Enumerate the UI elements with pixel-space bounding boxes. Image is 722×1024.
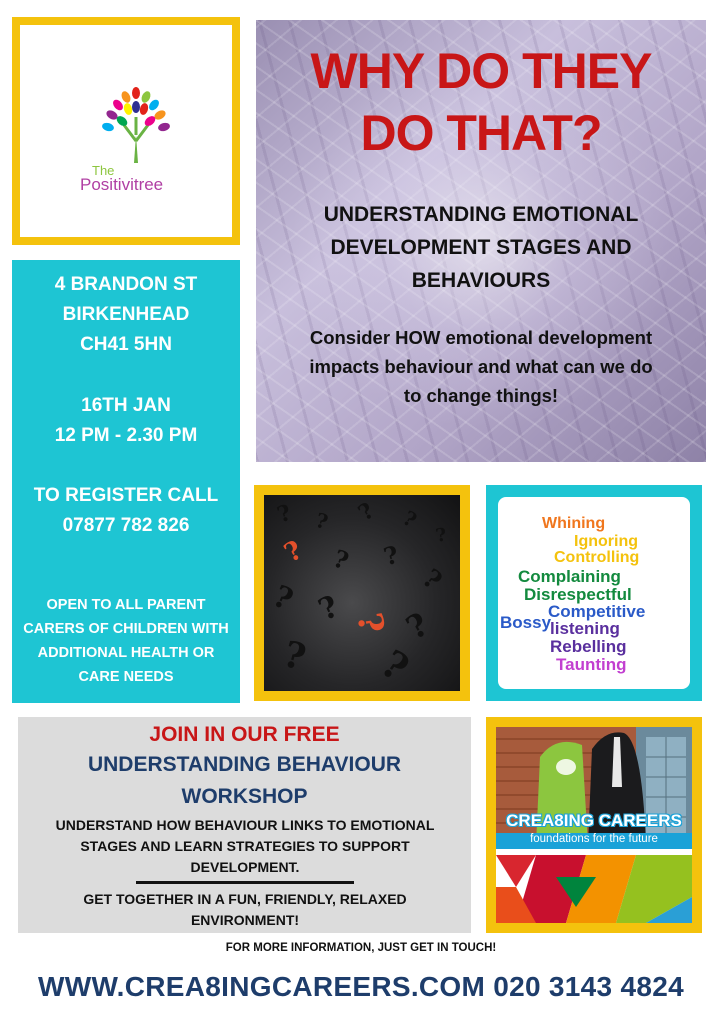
title-panel: [256, 20, 706, 462]
word-rebelling: Rebelling: [550, 637, 627, 656]
description-line-1: Consider HOW emotional development: [309, 327, 653, 348]
question-mark-icon: ?: [278, 632, 311, 680]
red-question-mark-icon: ?: [279, 535, 308, 569]
workshop-body-line-1: UNDERSTAND HOW BEHAVIOUR LINKS TO EMOTIONAL: [55, 817, 435, 833]
subheading-line-1: UNDERSTANDING EMOTIONAL: [323, 203, 639, 226]
workshop-title-line-1: UNDERSTANDING BEHAVIOUR: [87, 753, 402, 776]
headline-line-1: WHY DO THEY: [310, 43, 652, 99]
tree-logo-icon: [98, 85, 174, 165]
question-mark-icon: ?: [373, 640, 418, 691]
word-taunting: Taunting: [556, 655, 627, 674]
question-mark-icon: ?: [329, 543, 353, 576]
question-mark-icon: ?: [313, 507, 331, 535]
logo-brand-text: Positivitree: [80, 175, 164, 194]
description-line-2: impacts behaviour and what can we do: [309, 356, 653, 377]
headline-line-2: DO THAT?: [360, 105, 602, 161]
word-ignoring: Ignoring: [574, 533, 638, 550]
workshop-body-line-3: DEVELOPMENT.: [190, 859, 300, 875]
workshop-title-line-2: WORKSHOP: [181, 785, 308, 808]
question-mark-icon: ?: [399, 604, 435, 648]
question-mark-icon: ?: [398, 505, 421, 533]
question-mark-icon: ?: [267, 578, 299, 619]
address-line-1: 4 BRANDON ST: [54, 274, 198, 295]
subheading-line-2: DEVELOPMENT STAGES AND: [330, 236, 632, 259]
register-label: TO REGISTER CALL: [33, 485, 219, 506]
description-line-3: to change things!: [403, 385, 559, 406]
workshop-box: [18, 717, 471, 933]
register-phone[interactable]: 07877 782 826: [62, 515, 190, 536]
positivitree-logo-box: [12, 17, 240, 245]
subheading-line-3: BEHAVIOURS: [411, 269, 551, 292]
question-mark-icon: ?: [380, 539, 402, 572]
word-disrespectful: Disrespectful: [524, 585, 632, 604]
event-info-box: [12, 260, 240, 703]
word-whining: Whining: [542, 515, 606, 532]
more-info-line: FOR MORE INFORMATION, JUST GET IN TOUCH!: [225, 942, 497, 954]
word-bossy: Bossy: [500, 613, 552, 632]
word-competitive: Competitive: [548, 602, 646, 621]
eligibility-line-3: ADDITIONAL HEALTH OR: [37, 645, 215, 661]
question-mark-icon: ?: [416, 563, 448, 597]
word-complaining: Complaining: [518, 567, 621, 586]
eligibility-line-4: CARE NEEDS: [78, 669, 174, 685]
careers-logo-text: CREA8ING CAREERS: [506, 811, 682, 830]
behaviour-words-box: [486, 485, 702, 701]
workshop-divider: [136, 881, 354, 884]
crea8ing-careers-image-frame: [486, 717, 702, 933]
red-question-mark-icon: ?: [348, 609, 392, 637]
question-marks-image: [254, 485, 470, 701]
workshop-body-line-2: STAGES AND LEARN STRATEGIES TO SUPPORT: [80, 838, 410, 854]
crea8ing-careers-image: [496, 727, 692, 923]
workshop-body-line-4: GET TOGETHER IN A FUN, FRIENDLY, RELAXED: [83, 891, 407, 907]
word-controlling: Controlling: [554, 549, 640, 566]
logo-the-text: The: [92, 163, 115, 178]
behaviour-words-card: [498, 497, 690, 689]
address-line-2: BIRKENHEAD: [62, 304, 190, 325]
eligibility-line-1: OPEN TO ALL PARENT: [46, 597, 206, 613]
event-time: 12 PM - 2.30 PM: [54, 425, 198, 446]
question-mark-icon: ?: [353, 497, 380, 527]
word-listening: listening: [550, 619, 620, 638]
question-mark-icon: ?: [313, 588, 345, 629]
workshop-body-line-5: ENVIRONMENT!: [190, 912, 300, 928]
address-line-3: CH41 5HN: [80, 334, 172, 355]
question-mark-icon: ?: [273, 499, 295, 529]
workshop-join-heading: JOIN IN OUR FREE: [149, 723, 340, 746]
careers-tagline: foundations for the future: [530, 833, 658, 845]
eligibility-line-2: CARERS OF CHILDREN WITH: [23, 621, 229, 637]
website-and-phone[interactable]: WWW.CREA8INGCAREERS.COM 020 3143 4824: [38, 971, 684, 1002]
question-mark-icon: ?: [434, 524, 449, 547]
event-date: 16TH JAN: [81, 395, 171, 416]
